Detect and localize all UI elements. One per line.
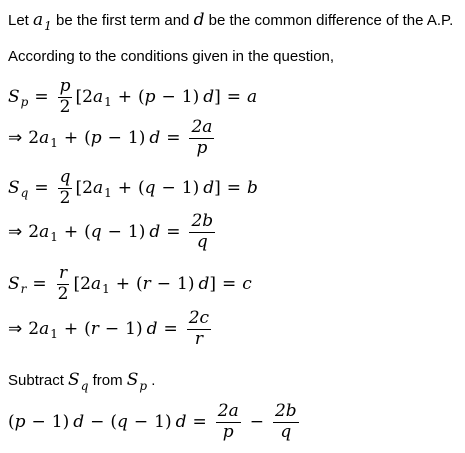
intro-text-before: Let bbox=[8, 12, 29, 29]
fraction-2c-over-r: $\frac{2c}{r}$ bbox=[188, 308, 210, 349]
a1-symbol: $a_1$ bbox=[33, 10, 52, 33]
implication-r: ⇒ 2 a 1 + ( r − 1) d = $\frac{2c}{r}$ bbox=[8, 308, 210, 349]
intro-line bbox=[8, 10, 454, 33]
implication-q: ⇒ 2 a 1 + ( q − 1) d = $\frac{2b}{q}$ bbox=[8, 211, 214, 252]
subtract-line: Subtract $S_q$ from $S_p$ . bbox=[8, 370, 156, 393]
conditions-line: According to the conditions given in the question, bbox=[8, 48, 335, 65]
implication-p: ⇒ 2 a 1 + ( p − 1) d = $\frac{2a}{p}$ bbox=[8, 117, 213, 158]
equation-sr: S r = $\frac{r}{2}$ [2 a 1 + ( r − 1) d ] = c bbox=[8, 263, 252, 304]
equation-sq: S q = $\frac{q}{2}$ [2 a 1 + ( q − 1) d ] = b bbox=[8, 167, 258, 208]
fraction-2b-over-q-final: $\frac{2b}{q}$ bbox=[274, 401, 297, 442]
fraction-2a-over-p: $\frac{2a}{p}$ bbox=[191, 117, 213, 158]
intro-text-mid: be the first term and bbox=[55, 12, 190, 29]
intro-text-after: be the common difference of the A.P. bbox=[208, 12, 454, 29]
d-symbol: d bbox=[193, 10, 205, 30]
fraction-2a-over-p-final: $\frac{2a}{p}$ bbox=[217, 401, 239, 442]
fraction-r-over-2: $\frac{r}{2}$ bbox=[57, 263, 69, 304]
equation-sp: S p = $\frac{p}{2}$ [2 a 1 + ( p − 1) d ] = a bbox=[8, 76, 258, 117]
difference-equation: ( p − 1) d − ( q − 1) d = $\frac{2a}{p}$ − $\frac{2b}{q}$ bbox=[8, 401, 297, 442]
fraction-2b-over-q: $\frac{2b}{q}$ bbox=[191, 211, 214, 252]
fraction-q-over-2: $\frac{q}{2}$ bbox=[59, 167, 71, 208]
fraction-p-over-2: $\frac{p}{2}$ bbox=[59, 76, 71, 117]
